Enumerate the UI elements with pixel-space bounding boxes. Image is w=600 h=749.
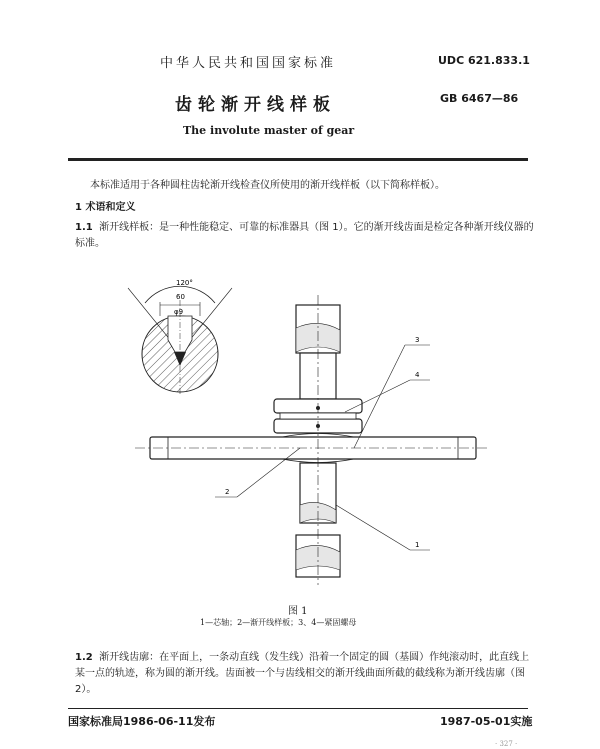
diameter-dimension: φ9 — [174, 308, 184, 316]
leader-3 — [354, 345, 405, 448]
document-title-cn: 齿轮渐开线样板 — [175, 95, 336, 115]
page-number: · 327 · — [495, 740, 518, 748]
issuing-country-header: 中华人民共和国国家标准 — [160, 56, 337, 71]
part-label-3: 3 — [415, 336, 420, 344]
document-title-en: The involute master of gear — [183, 124, 355, 137]
figure-caption: 图 1 — [288, 606, 308, 617]
part-label-1: 1 — [415, 541, 420, 549]
leader-4 — [345, 380, 410, 412]
footer-rule — [68, 708, 528, 709]
part-label-4: 4 — [415, 371, 420, 379]
paragraph-text: 渐开线齿廓：在平面上，一条动直线（发生线）沿着一个固定的圆（基圆）作纯滚动时，此直线上某一点的轨迹，称为圆的渐开线。齿面被一个与齿线相交的渐开线曲面所截的截线称为渐开线齿廓（图 2）。 — [75, 652, 530, 695]
udc-code: UDC 621.833.1 — [438, 54, 530, 67]
width-dimension: 60 — [176, 293, 185, 301]
figure-legend: 1—芯轴；2—渐开线样板；3、4—紧固螺母 — [200, 618, 357, 627]
paragraph-text: 渐开线样板：是一种性能稳定、可靠的标准器具（图 1）。它的渐开线齿面是检定各种渐开线仪器的标准。 — [75, 222, 534, 249]
leader-1 — [336, 505, 410, 550]
paragraph-number: 1.2 — [75, 652, 93, 663]
effective-date: 1987-05-01实施 — [440, 715, 533, 728]
tip-detail-view — [128, 286, 232, 395]
section-heading-terms: 1 术语和定义 — [75, 202, 136, 213]
paragraph-1-2 — [75, 650, 535, 698]
gb-standard-number: GB 6467—86 — [440, 92, 519, 105]
angle-dimension: 120° — [176, 279, 193, 287]
paragraph-number: 1.1 — [75, 222, 93, 233]
part-label-2: 2 — [225, 488, 230, 496]
issue-date: 国家标准局1986-06-11发布 — [68, 715, 216, 728]
intro-paragraph: 本标准适用于各种圆柱齿轮渐开线检查仪所使用的渐开线样板（以下简称样板）。 — [90, 180, 445, 191]
